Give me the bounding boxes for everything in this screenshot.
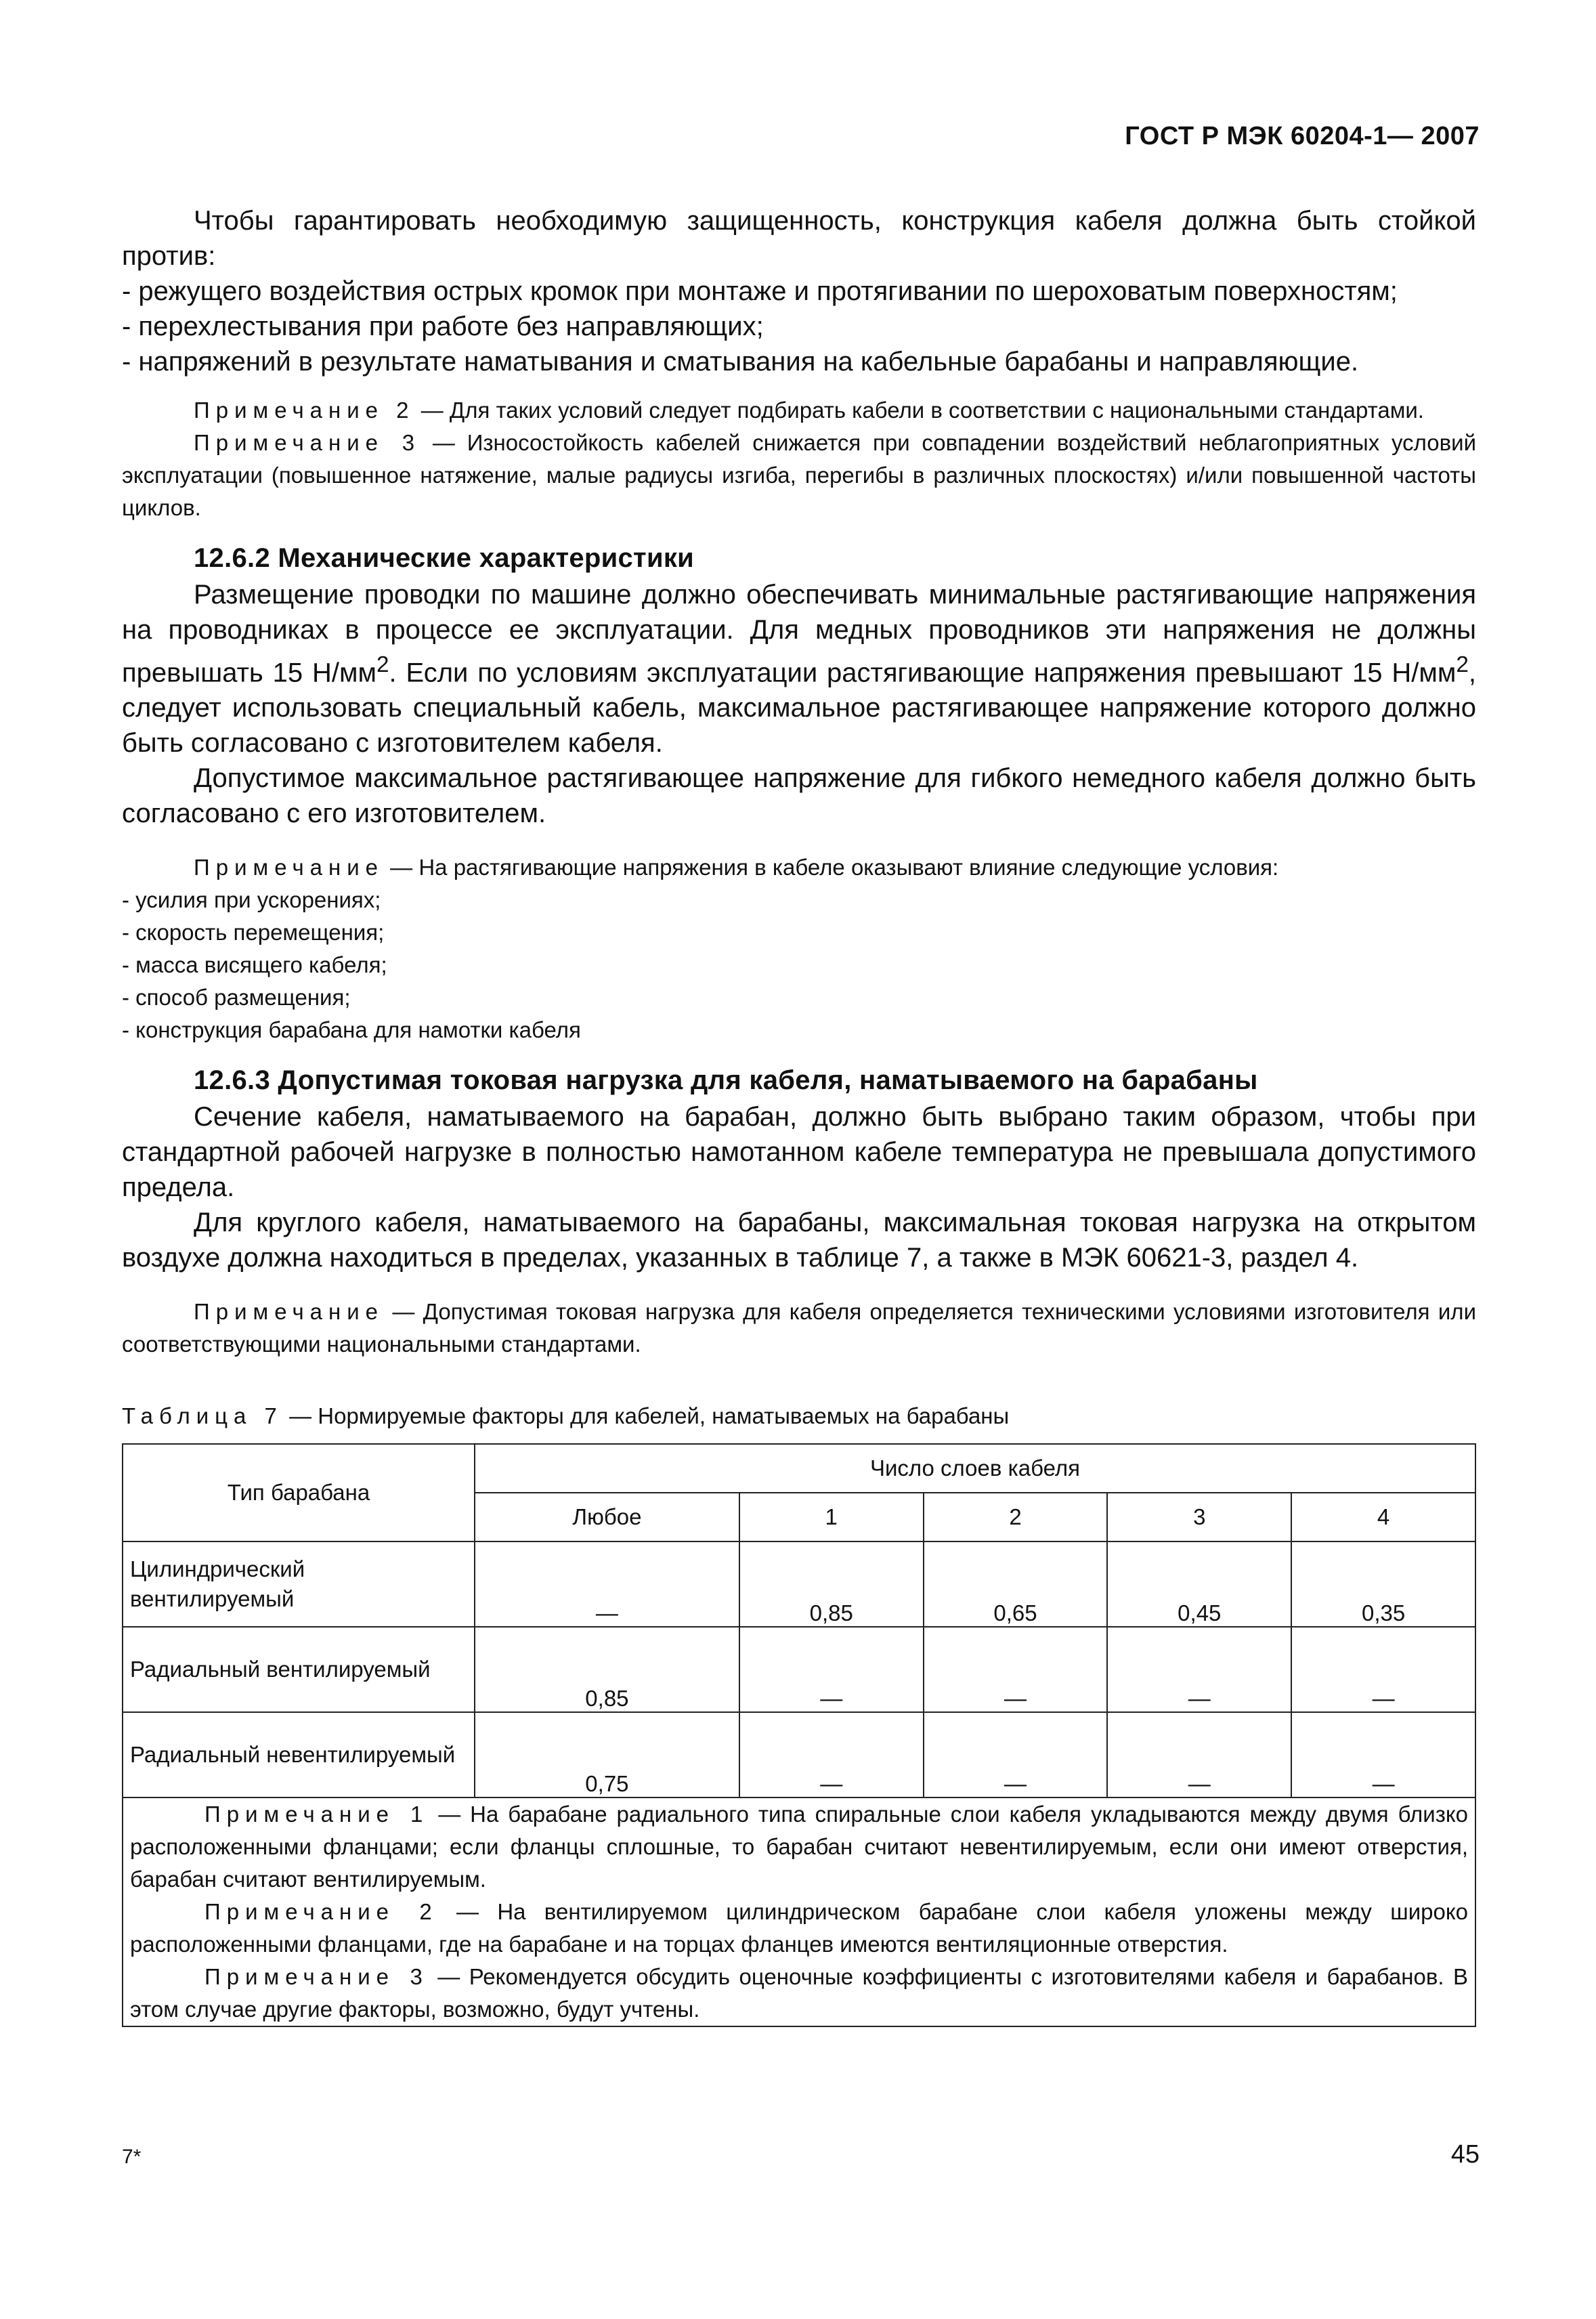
table-cell: 0,85 <box>739 1541 924 1627</box>
caption-text: — Нормируемые факторы для кабелей, наматываемых на барабаны <box>282 1403 1010 1429</box>
table-notes-cell <box>123 1797 1475 2026</box>
note-list-item: - способ размещения; <box>122 985 351 1010</box>
superscript: 2 <box>1456 652 1469 677</box>
section-12-6-3-paragraph-2: Для круглого кабеля, наматываемого на барабаны, максимальная токовая нагрузка на открытом воздухе должна находиться в пределах, указанных в таблице 7, а также в МЭК 60621-3, раздел 4. <box>122 1208 1476 1273</box>
note-label: Примечание <box>194 1299 385 1325</box>
note-label: Примечание 3 <box>204 1964 429 1990</box>
note-body: — Для таких условий следует подбирать кабели в соответствии с национальными стандартами. <box>414 398 1424 423</box>
table-cell: 0,85 <box>475 1627 739 1712</box>
table-note-1 <box>130 1798 1468 1896</box>
section-12-6-3-note <box>122 1296 1476 1361</box>
table-note-3 <box>130 1961 1468 2026</box>
table-cell: — <box>739 1627 924 1712</box>
table-cell: — <box>1107 1712 1291 1797</box>
table-cell: — <box>924 1712 1108 1797</box>
table-cell: — <box>475 1541 739 1627</box>
superscript: 2 <box>376 652 389 677</box>
page-content <box>122 203 1476 2027</box>
intro-bullet: - режущего воздействия острых кромок при монтаже и протягивании по шероховатым поверхностям; <box>122 276 1398 306</box>
note-body: — На вентилируемом цилиндрическом барабане слои кабеля уложены между широко расположенными фланцами, где на барабане и на торцах фланцев имеются вентиляционные отверстия. <box>130 1899 1469 1957</box>
note-list-item: - масса висящего кабеля; <box>122 952 387 978</box>
page-number: 45 <box>1450 2140 1480 2169</box>
section-12-6-3-paragraph-1: Сечение кабеля, наматываемого на барабан, должно быть выбрано таким образом, чтобы при стандартной рабочей нагрузке в полностью намотанном кабеле температура не превышала допустимого предела. <box>122 1102 1476 1203</box>
table-cell: — <box>1291 1712 1475 1797</box>
note-body: — Допустимая токовая нагрузка для кабеля определяется техническими условиями изготовителя или соответствующими национальными стандартами. <box>122 1299 1476 1357</box>
section-12-6-2-paragraph-2: Допустимое максимальное растягивающее напряжение для гибкого немедного кабеля должно быть согласовано с его изготовителем. <box>122 763 1476 829</box>
text-run: , следует использовать специальный кабель, максимальное растягивающее напряжение которого должно быть согласовано с изготовителем кабеля. <box>122 658 1476 759</box>
table-row <box>123 1541 1475 1627</box>
table-notes-row <box>123 1797 1475 2026</box>
section-12-6-2-paragraph-1 <box>122 577 1476 761</box>
note-list-item: - конструкция барабана для намотки кабеля <box>122 1017 581 1043</box>
note-body: — На барабане радиального типа спиральные слои кабеля укладываются между двумя близко расположенными фланцами; если фланцы сплошные, то барабан считают невентилируемым, если они имеют отверстия, барабан считают вентилируемым. <box>130 1802 1468 1892</box>
table-cell: 0,35 <box>1291 1541 1475 1627</box>
table-cell: — <box>924 1627 1108 1712</box>
text-run: Размещение проводки по машине должно обеспечивать минимальные растягивающие напряжения на проводниках в процессе ее эксплуатации. Для медных проводников эти напряжения не должны превышать 15 Н/мм <box>122 580 1476 688</box>
section-heading-12-6-2: 12.6.2 Механические характеристики <box>194 543 695 573</box>
table-row <box>123 1627 1475 1712</box>
note-label: Примечание 3 <box>194 430 421 455</box>
footer-sheet-mark: 7* <box>122 2146 142 2168</box>
note-list-item: - усилия при ускорениях; <box>122 887 381 913</box>
header-drum-type: Тип барабана <box>123 1444 475 1541</box>
table-7 <box>122 1443 1476 2027</box>
table-cell: 0,65 <box>924 1541 1108 1627</box>
note-body: — Рекомендуется обсудить оценочные коэффициенты с изготовителями кабеля и барабанов. В этом случае другие факторы, возможно, будут учтены. <box>130 1964 1468 2022</box>
table-header-row <box>123 1444 1475 1493</box>
table-note-2 <box>130 1896 1468 1961</box>
column-header: 3 <box>1107 1493 1291 1541</box>
text-run: . Если по условиям эксплуатации растягивающие напряжения превышают 15 Н/мм <box>389 658 1457 688</box>
table-row <box>123 1712 1475 1797</box>
column-header: 2 <box>924 1493 1108 1541</box>
note-label: Примечание <box>194 855 385 880</box>
column-header: Любое <box>475 1493 739 1541</box>
header-layer-count: Число слоев кабеля <box>475 1444 1475 1493</box>
table-cell: — <box>739 1712 924 1797</box>
section-heading-12-6-3: 12.6.3 Допустимая токовая нагрузка для кабеля, наматываемого на барабаны <box>194 1065 1258 1096</box>
table-cell: — <box>1107 1627 1291 1712</box>
table-cell: 0,45 <box>1107 1541 1291 1627</box>
intro-paragraph: Чтобы гарантировать необходимую защищенность, конструкция кабеля должна быть стойкой против: <box>122 206 1476 271</box>
section-12-6-2-note <box>122 851 1476 884</box>
table-cell: 0,75 <box>475 1712 739 1797</box>
note-label: Примечание 2 <box>194 398 415 423</box>
note-label: Примечание 1 <box>204 1802 429 1827</box>
note-list-item: - скорость перемещения; <box>122 920 385 945</box>
note-3 <box>122 427 1476 524</box>
table-cell: — <box>1291 1627 1475 1712</box>
note-label: Примечание 2 <box>204 1899 438 1925</box>
row-label: Цилиндрический вентилируемый <box>123 1541 475 1627</box>
table-caption <box>122 1401 1476 1431</box>
row-label: Радиальный невентилируемый <box>123 1712 475 1797</box>
caption-label: Таблица 7 <box>122 1403 283 1429</box>
note-body: — На растягивающие напряжения в кабеле оказывают влияние следующие условия: <box>384 855 1279 880</box>
column-header: 1 <box>739 1493 924 1541</box>
intro-bullet: - напряжений в результате наматывания и сматывания на кабельные барабаны и направляющие. <box>122 347 1359 377</box>
note-2 <box>122 394 1476 427</box>
intro-bullet: - перехлестывания при работе без направляющих; <box>122 312 764 341</box>
document-header: ГОСТ Р МЭК 60204-1— 2007 <box>1125 122 1480 150</box>
column-header: 4 <box>1291 1493 1475 1541</box>
row-label: Радиальный вентилируемый <box>123 1627 475 1712</box>
note-body: — Износостойкость кабелей снижается при совпадении воздействий неблагоприятных условий эксплуатации (повышенное натяжение, малые радиусы изгиба, перегибы в различных плоскостях) и/или повышенной частоты циклов. <box>122 430 1477 520</box>
